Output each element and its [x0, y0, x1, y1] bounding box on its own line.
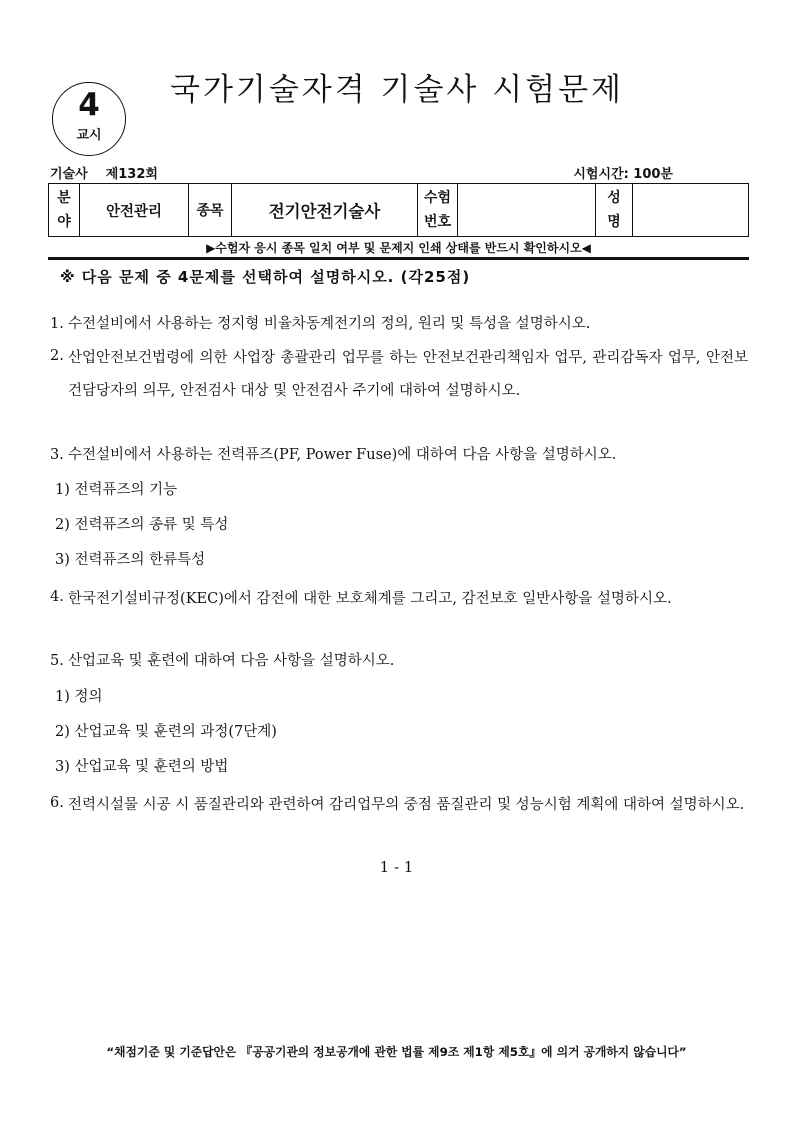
name-label-top: 성	[607, 190, 621, 206]
notice-banner: ▶수험자 응시 종목 일치 여부 및 문제지 인쇄 상태를 반드시 확인하시오◀	[206, 241, 591, 255]
sub-item: 2) 산업교육 및 훈련의 과정(7단계)	[55, 724, 277, 740]
instruction: ※ 다음 문제 중 4문제를 선택하여 설명하시오. (각25점)	[60, 268, 471, 286]
sub-item: 3) 전력퓨즈의 한류특성	[55, 552, 206, 568]
name-label-bottom: 명	[607, 214, 621, 230]
sub-item: 1) 정의	[55, 689, 103, 705]
question-text: 산업교육 및 훈련에 대하여 다음 사항을 설명하시오.	[68, 653, 395, 669]
field-value: 안전관리	[80, 184, 189, 237]
field-label-bottom: 야	[57, 214, 71, 230]
question-number: 1.	[50, 316, 64, 332]
exam-round: 제132회	[105, 167, 158, 182]
exam-time: 시험시간: 100분	[573, 167, 673, 182]
footer-disclaimer: “채점기준 및 기준답안은 『공공기관의 정보공개에 관한 법률 제9조 제1항 제5호』에 의거 공개하지 않습니다”	[106, 1045, 687, 1059]
question-number: 4.	[50, 589, 64, 605]
name-field[interactable]	[633, 184, 749, 237]
question-text: 전력시설물 시공 시 품질관리와 관련하여 감리업무의 중점 품질관리 및 성능시험 계획에 대하여 설명하시오.	[68, 797, 745, 813]
exam-meta	[50, 163, 158, 182]
exam-info-table	[48, 183, 749, 237]
question-number: 3.	[50, 447, 64, 463]
exam-number-field[interactable]	[458, 184, 596, 237]
question-text: 산업안전보건법령에 의한 사업장 총괄관리 업무를 하는 안전보건관리책임자 업무, 관리감독자 업무, 안전보건담당자의 의무, 안전검사 대상 및 안전검사 주기에 대하여 설명하시오.	[68, 350, 748, 399]
question-number: 2.	[50, 348, 64, 364]
sub-item: 1) 전력퓨즈의 기능	[55, 482, 178, 498]
field-label-cell	[49, 184, 80, 237]
session-badge	[52, 82, 126, 156]
question-1	[50, 310, 590, 338]
exam-number-label-top: 수험	[423, 190, 452, 206]
exam-grade: 기술사	[50, 167, 88, 182]
question-number: 5.	[50, 653, 64, 669]
question-text: 한국전기설비규정(KEC)에서 감전에 대한 보호체계를 그리고, 감전보호 일반사항을 설명하시오.	[68, 591, 672, 607]
name-label-cell	[596, 184, 633, 237]
question-6	[50, 789, 748, 822]
sub-item: 3) 산업교육 및 훈련의 방법	[55, 759, 229, 775]
question-number: 6.	[50, 795, 64, 811]
page-title: 국가기술자격 기술사 시험문제	[170, 72, 625, 108]
question-3	[50, 441, 616, 469]
session-label: 교시	[76, 128, 102, 143]
question-text: 수전설비에서 사용하는 정지형 비율차동계전기의 정의, 원리 및 특성을 설명하시오.	[68, 316, 591, 332]
exam-number-label-cell	[418, 184, 458, 237]
question-text: 수전설비에서 사용하는 전력퓨즈(PF, Power Fuse)에 대하여 다음 사항을 설명하시오.	[68, 447, 617, 463]
category-value: 전기안전기술사	[232, 184, 418, 237]
field-label-top: 분	[57, 190, 71, 206]
exam-number-label-bottom: 번호	[423, 214, 452, 230]
sub-item: 2) 전력퓨즈의 종류 및 특성	[55, 517, 229, 533]
question-4	[50, 583, 748, 616]
divider	[48, 257, 749, 260]
page-number: 1 - 1	[379, 858, 414, 876]
question-2	[50, 342, 748, 408]
question-5	[50, 647, 394, 675]
category-label: 종목	[189, 184, 232, 237]
session-number: 4	[78, 87, 100, 123]
